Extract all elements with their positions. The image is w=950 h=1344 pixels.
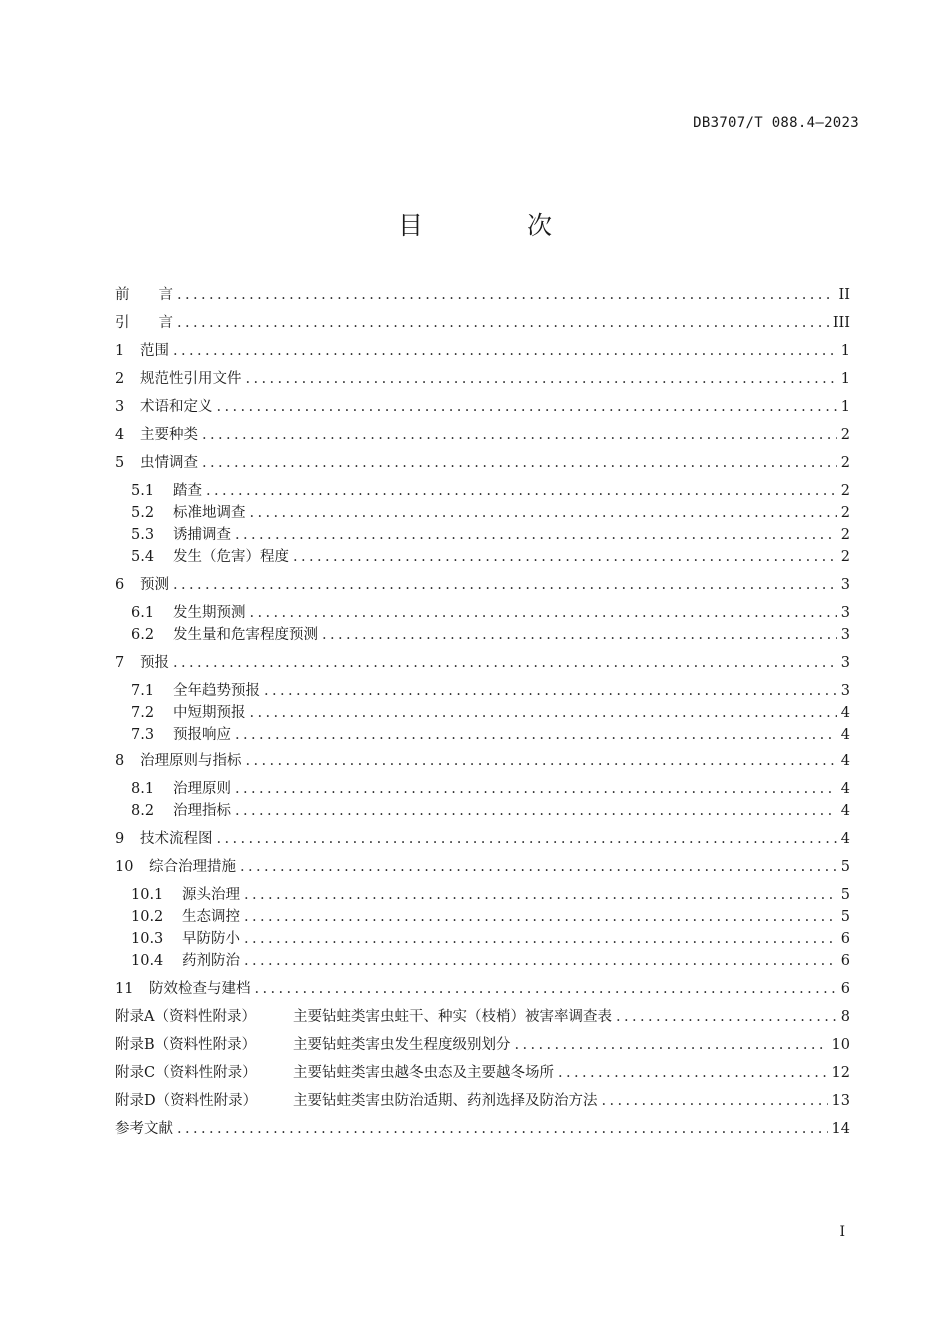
toc-entry[interactable] — [131, 702, 850, 724]
toc-entry-label: 生态调控 — [182, 909, 240, 925]
toc-entry[interactable] — [115, 312, 850, 334]
toc-entry-label: 虫情调查 — [140, 455, 198, 471]
toc-entry-page: 5 — [840, 887, 850, 903]
toc-leader-dots — [602, 1090, 828, 1112]
toc-entry-number: 附录B（资料性附录） — [115, 1037, 257, 1053]
toc-entry-page: 2 — [840, 527, 850, 543]
toc-leader-dots — [244, 884, 837, 906]
toc-entry[interactable] — [131, 680, 850, 702]
toc-entry-page: 1 — [840, 343, 850, 359]
toc-entry-label: 范围 — [140, 343, 169, 359]
toc-entry[interactable] — [131, 480, 850, 502]
toc-entry-number: 7.1 — [131, 683, 155, 699]
toc-entry-number: 附录C（资料性附录） — [115, 1065, 257, 1081]
toc-leader-dots — [173, 340, 837, 362]
toc-entry-page: 12 — [831, 1065, 850, 1081]
toc-entry-number: 附录A（资料性附录） — [115, 1009, 256, 1025]
toc-entry[interactable] — [131, 928, 850, 950]
toc-entry-label: 药剂防治 — [182, 953, 240, 969]
toc-entry-page: 4 — [840, 781, 850, 797]
toc-entry-label: 主要钻蛀类害虫发生程度级别划分 — [293, 1037, 511, 1053]
toc-entry-page: 2 — [840, 505, 850, 521]
toc-leader-dots — [202, 424, 837, 446]
toc-entry[interactable] — [131, 546, 850, 568]
toc-entry-label: 防效检查与建档 — [149, 981, 251, 997]
toc-entry[interactable] — [131, 800, 850, 822]
toc-entry-label: 诱捕调查 — [173, 527, 231, 543]
toc-entry[interactable] — [131, 524, 850, 546]
toc-entry-number: 7.2 — [131, 705, 155, 721]
toc-entry[interactable] — [115, 1090, 850, 1112]
toc-entry-page: 3 — [840, 627, 850, 643]
toc-leader-dots — [235, 724, 837, 746]
toc-entry-number: 7 — [115, 655, 125, 671]
toc-entry-label: 参考文献 — [115, 1121, 173, 1137]
toc-entry-number: 6 — [115, 577, 125, 593]
toc-entry-page: 1 — [840, 371, 850, 387]
toc-entry-number: 4 — [115, 427, 125, 443]
toc-entry-label: 治理原则 — [173, 781, 231, 797]
toc-entry-label: 源头治理 — [182, 887, 240, 903]
toc-entry-page: 8 — [840, 1009, 850, 1025]
toc-entry[interactable] — [131, 906, 850, 928]
toc-entry[interactable] — [115, 1006, 850, 1028]
toc-entry-label: 术语和定义 — [140, 399, 213, 415]
toc-entry-number: 10.3 — [131, 931, 164, 947]
toc-leader-dots — [206, 480, 837, 502]
toc-entry-page: 3 — [840, 655, 850, 671]
toc-leader-dots — [177, 284, 835, 306]
toc-entry-page: 4 — [840, 727, 850, 743]
toc-entry-label: 前 言 — [115, 287, 173, 303]
toc-leader-dots — [322, 624, 837, 646]
toc-entry-page: 6 — [840, 953, 850, 969]
toc-entry[interactable] — [115, 340, 850, 362]
toc-entry-page: 3 — [840, 605, 850, 621]
toc-entry-label: 技术流程图 — [140, 831, 213, 847]
toc-entry[interactable] — [131, 602, 850, 624]
toc-leader-dots — [558, 1062, 828, 1084]
toc-leader-dots — [264, 680, 837, 702]
toc-entry-page: 4 — [840, 803, 850, 819]
toc-leader-dots — [202, 452, 837, 474]
toc-entry-page: 1 — [840, 399, 850, 415]
page-number: I — [839, 1224, 845, 1240]
toc-entry-page: III — [832, 315, 850, 331]
toc-entry[interactable] — [115, 424, 850, 446]
toc-entry-number: 10.2 — [131, 909, 164, 925]
toc-entry-number: 5.2 — [131, 505, 155, 521]
toc-entry-label: 发生（危害）程度 — [173, 549, 289, 565]
toc-entry-page: 5 — [840, 909, 850, 925]
toc-entry-label: 预测 — [140, 577, 169, 593]
toc-entry-number: 3 — [115, 399, 125, 415]
toc-entry[interactable] — [131, 624, 850, 646]
toc-entry-label: 标准地调查 — [173, 505, 246, 521]
toc-entry[interactable] — [131, 778, 850, 800]
toc-entry-page: 6 — [840, 931, 850, 947]
toc-leader-dots — [217, 828, 837, 850]
toc-entry-label: 主要钻蛀类害虫越冬虫态及主要越冬场所 — [293, 1065, 554, 1081]
toc-entry-page: 14 — [831, 1121, 850, 1137]
toc-entry-number: 7.3 — [131, 727, 155, 743]
toc-entry[interactable] — [115, 368, 850, 390]
page-title: 目 次 — [398, 211, 600, 240]
toc-leader-dots — [246, 368, 837, 390]
toc-leader-dots — [244, 928, 837, 950]
toc-entry-label: 主要种类 — [140, 427, 198, 443]
toc-entry-number: 5.4 — [131, 549, 155, 565]
toc-entry-label: 主要钻蛀类害虫蛀干、种实（枝梢）被害率调查表 — [293, 1009, 612, 1025]
toc-entry-label: 引 言 — [115, 315, 173, 331]
toc-entry[interactable] — [115, 978, 850, 1000]
toc-entry-page: 4 — [840, 753, 850, 769]
toc-entry-number: 6.1 — [131, 605, 155, 621]
toc-entry-label: 踏查 — [173, 483, 202, 499]
toc-entry-page: 13 — [831, 1093, 850, 1109]
toc-entry-number: 9 — [115, 831, 125, 847]
toc-entry-number: 10 — [115, 859, 134, 875]
toc-entry-label: 主要钻蛀类害虫防治适期、药剂选择及防治方法 — [293, 1093, 598, 1109]
toc-entry-number: 8.1 — [131, 781, 155, 797]
toc-entry[interactable] — [115, 396, 850, 418]
toc-leader-dots — [244, 906, 837, 928]
toc-entry-number: 8 — [115, 753, 125, 769]
toc-leader-dots — [293, 546, 837, 568]
toc-leader-dots — [255, 978, 837, 1000]
toc-entry-number: 附录D（资料性附录） — [115, 1093, 258, 1109]
toc-entry[interactable] — [115, 1034, 850, 1056]
toc-entry-page: 2 — [840, 427, 850, 443]
toc-entry-number: 5.3 — [131, 527, 155, 543]
toc-entry[interactable] — [131, 950, 850, 972]
toc-entry-label: 全年趋势预报 — [173, 683, 260, 699]
toc-entry-page: 2 — [840, 483, 850, 499]
toc-entry-label: 规范性引用文件 — [140, 371, 242, 387]
toc-entry-number: 5.1 — [131, 483, 155, 499]
toc-entry-number: 10.1 — [131, 887, 164, 903]
toc-entry-number: 10.4 — [131, 953, 164, 969]
toc-leader-dots — [244, 950, 837, 972]
toc-entry[interactable] — [115, 284, 850, 306]
toc-entry-number: 8.2 — [131, 803, 155, 819]
toc-entry[interactable] — [131, 884, 850, 906]
toc-entry[interactable] — [131, 502, 850, 524]
toc-leader-dots — [217, 396, 837, 418]
toc-leader-dots — [173, 652, 837, 674]
toc-entry[interactable] — [131, 724, 850, 746]
toc-leader-dots — [616, 1006, 837, 1028]
toc-entry-page: 10 — [831, 1037, 850, 1053]
toc-leader-dots — [246, 750, 837, 772]
toc-entry-page: 2 — [840, 549, 850, 565]
toc-entry-label: 发生期预测 — [173, 605, 246, 621]
toc-leader-dots — [235, 800, 837, 822]
toc-entry-label: 预报 — [140, 655, 169, 671]
toc-entry-page: 6 — [840, 981, 850, 997]
toc-entry[interactable] — [115, 574, 850, 596]
toc-entry-number: 6.2 — [131, 627, 155, 643]
toc-entry-page: 2 — [840, 455, 850, 471]
toc-leader-dots — [515, 1034, 828, 1056]
document-code: DB3707/T 088.4—2023 — [693, 115, 859, 131]
toc-entry[interactable] — [115, 652, 850, 674]
toc-leader-dots — [250, 602, 837, 624]
toc-leader-dots — [177, 312, 829, 334]
toc-entry-number: 5 — [115, 455, 125, 471]
toc-leader-dots — [235, 778, 837, 800]
toc-entry-page: II — [838, 287, 850, 303]
toc-leader-dots — [250, 702, 837, 724]
toc-entry-number: 2 — [115, 371, 125, 387]
toc-entry-page: 5 — [840, 859, 850, 875]
toc-entry-label: 综合治理措施 — [149, 859, 236, 875]
toc-entry-page: 4 — [840, 831, 850, 847]
toc-entry[interactable] — [115, 1118, 850, 1140]
toc-entry-number: 11 — [115, 981, 134, 997]
toc-leader-dots — [173, 574, 837, 596]
toc-leader-dots — [235, 524, 837, 546]
toc-entry-page: 4 — [840, 705, 850, 721]
toc-entry-label: 发生量和危害程度预测 — [173, 627, 318, 643]
toc-entry[interactable] — [115, 1062, 850, 1084]
toc-leader-dots — [240, 856, 837, 878]
toc-entry-label: 治理指标 — [173, 803, 231, 819]
toc-entry-page: 3 — [840, 577, 850, 593]
toc-entry-label: 治理原则与指标 — [140, 753, 242, 769]
toc-entry[interactable] — [115, 452, 850, 474]
toc-entry-label: 早防防小 — [182, 931, 240, 947]
toc-leader-dots — [177, 1118, 828, 1140]
toc-entry-page: 3 — [840, 683, 850, 699]
toc-entry[interactable] — [115, 750, 850, 772]
toc-entry[interactable] — [115, 856, 850, 878]
toc-leader-dots — [250, 502, 837, 524]
toc-entry-label: 预报响应 — [173, 727, 231, 743]
toc-entry-number: 1 — [115, 343, 125, 359]
toc-entry-label: 中短期预报 — [173, 705, 246, 721]
toc-entry[interactable] — [115, 828, 850, 850]
